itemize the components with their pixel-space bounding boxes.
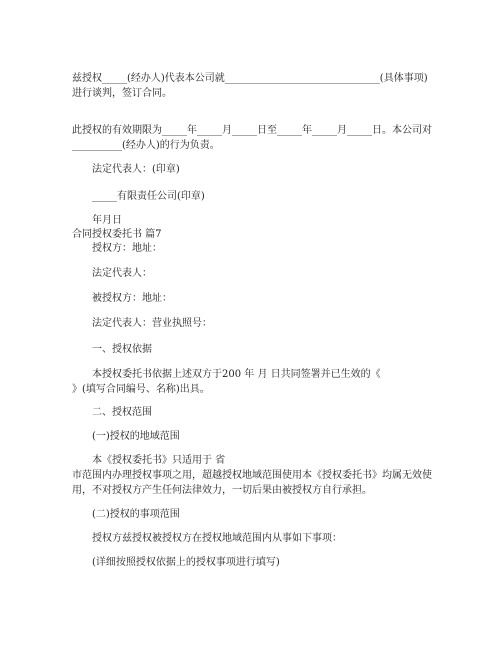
territorial-scope-line-1: 本《授权委托书》只适用于 省 xyxy=(92,455,226,466)
authorization-statement-line-1: 兹授权_____(经办人)代表本公司就_______________________________(具体事项) xyxy=(72,73,428,84)
heading-authorization-basis: 一、授权依据 xyxy=(92,344,152,355)
heading-authorization-scope: 二、授权范围 xyxy=(92,407,152,418)
authorization-statement-line-2: 进行谈判，签订合同。 xyxy=(72,88,172,99)
territorial-scope-line-2: 市范围内办理授权事项之用，超越授权地域范围使用本《授权委托书》均属无效使 xyxy=(72,470,432,481)
section-title: 合同授权委托书 篇7 xyxy=(72,229,162,240)
heading-territorial-scope: (一)授权的地域范围 xyxy=(92,431,180,442)
grantor-address: 授权方：地址： xyxy=(92,243,162,254)
validity-period-line-2: __________(经办人)的行为负责。 xyxy=(72,140,220,151)
grantee-legal-representative: 法定代表人：营业执照号： xyxy=(92,318,212,329)
date-line: 年月日 xyxy=(92,215,122,226)
legal-representative-seal: 法定代表人：(印章) xyxy=(92,164,180,175)
authorization-basis-line-2: 》(填写合同编号、名称)出具。 xyxy=(72,384,210,395)
territorial-scope-line-3: 用，不对授权方产生任何法律效力，一切后果由被授权方自行承担。 xyxy=(72,485,372,496)
authorization-basis-line-1: 本授权委托书依据上述双方于200 年 月 日共同签署并已生效的《 xyxy=(92,369,381,380)
grantee-address: 被授权方：地址： xyxy=(92,293,172,304)
heading-matter-scope: (二)授权的事项范围 xyxy=(92,509,180,520)
matter-scope-line: 授权方兹授权被授权方在授权地域范围内从事如下事项： xyxy=(92,533,342,544)
company-seal: _____有限责任公司(印章) xyxy=(92,191,205,202)
matter-scope-note: (详细按照授权依据上的授权事项进行填写) xyxy=(92,557,280,568)
grantor-legal-representative: 法定代表人： xyxy=(92,268,152,279)
validity-period-line-1: 此授权的有效期限为_____年_____月_____日至_____年_____月_____日。本公司对 xyxy=(72,125,432,136)
